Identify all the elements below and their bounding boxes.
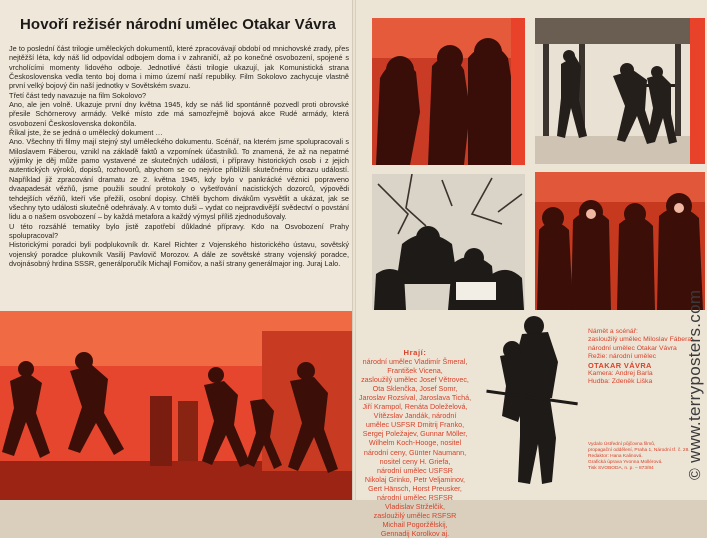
cast-line: Vladislav Strželčik, — [385, 501, 445, 511]
site-watermark — [686, 180, 704, 480]
article-question: Říkal jste, že se jedná o umělecký dokument … — [9, 128, 163, 138]
cast-line: Jiří Krampol, Renáta Doleželová, — [362, 402, 468, 412]
publisher-imprint — [588, 442, 692, 472]
crew-line: zasloužilý umělec Miloslav Fábera — [588, 336, 692, 344]
cast-line: František Vicena, — [387, 366, 443, 376]
cast-line: Gennadij Korolkov aj. — [380, 528, 450, 538]
imprint-line: Tisk SVOBODA, n. p. – 873/84 — [588, 465, 654, 471]
imprint-line: Vydalo Ústřední půjčovna filmů, — [588, 442, 656, 447]
article-question: Třetí část tedy navazuje na film Sokolovo? — [9, 90, 147, 100]
platform-execution-photo — [535, 18, 705, 164]
crew-line: Námět a scénář: — [588, 328, 638, 335]
soldiers-closeup-photo — [372, 18, 525, 165]
cast-line: zasloužilý umělec RSFSR — [373, 510, 457, 520]
article-paragraph: Ano, ale jen volně. Ukazuje první dny května 1945, kdy se náš lid spontánně pozvedl proti obrovské přesile Schörnerovy armády. Velké místo zde má samozřejmě bojová akce Rudé armády, která osvobození Československa dokončila. — [9, 100, 349, 128]
crew-line: Hudba: Zdeněk Liška — [588, 378, 653, 386]
article-paragraph: Ano. Všechny tři filmy mají stejný styl uměleckého dokumentu. Scénář, na kterém jsme spolupracovali s Miloslavem Fáberou, vznikl na základě faktů a vzpomínek účastníků. To znamená, že až na nepatrné výjimky je děj může pamo vystavené ze skutečných události, i přípravy historických osob i z jejich autentických výroků, dopisů, rozhovorů, abychom se co nejvíce přiblížili skutečnému obrazu událostí. Například již zpracování dramatu ze 2. května 1945, kdy bylo v pankrácké věznici popraveno dvaapadesát vězňů, jsme použili soudní protokoly o vyšetřování nacistických dozorců, výpovědi tehdejších vězňů, kteří vše přežili, osobní dopisy. Chtěli bychom divákům vysvětlit a ukázat, jak se všechny tyto události skutečně odehrávaly. A v tomto duši – vydat co nejpravdivější svědectví o povstání lidu a o našem osvobození – by každá metafora a každý výmysl příliš zjednodušovaly. — [9, 137, 349, 222]
interview-article — [9, 44, 349, 304]
cast-line: Vítězslav Jandák, národní — [373, 411, 457, 421]
cast-line: Sergej Poležajev, Gunnar Möller, — [362, 429, 468, 439]
crowd-rescue-photo — [372, 174, 525, 310]
interview-headline: Hovoří režisér národní umělec Otakar Vávra — [20, 16, 336, 33]
copyright-symbol: © — [687, 467, 704, 480]
soldiers-closeup-image — [372, 18, 525, 165]
article-paragraph: Historickými poradci byli podplukovník dr. Karel Richter z Vojenského historického ústavu, sovětský vojenský poradce plukovník Vasilij Pavlovič Morozov. A dále ze sovětské strany vojenský poradce, dvojnásobný hrdina SSSR, generálporučík Michajl Fomičov, a naší strany generálmajor ing. Juraj Lalo. — [9, 240, 349, 268]
cast-line: zasloužilý umělec Josef Větrovec, — [361, 375, 469, 385]
cast-line: národní umělec RSFSR — [377, 492, 453, 502]
crew-credits — [588, 328, 690, 387]
imprint-line: Redaktor: Hana Kalinová. — [588, 453, 643, 459]
crew-line: Kamera: Andrej Barla — [588, 370, 653, 378]
imprint-line: Grafická úprava Yvonna Mollérová. — [588, 459, 663, 465]
article-question: U této rozsáhlé tematiky bylo jistě zapotřebí důkladné přípravy. Kdo na Osvobození Prahy spolupracoval? — [9, 221, 349, 240]
article-paragraph: Je to poslední část trilogie uměleckých dokumentů, které zpracovávají období od mnichovské zrady, přes nejtěžší léta, kdy náš lid odpovídal odbojem doma i v zahraničí, až po konečné osvobození, spojené s vrcholícími momenty lidového odboje. Jednotlivé části trilogie ukazují, jak Komunistická strana Československa vedla tento boj doma i mimo území naší republiky. Film Sokolovo zachycuje vlastně první velký bojový čin naší jednotky v Sovětském svazu. — [9, 44, 349, 91]
cast-line: národní umělec USFSR — [377, 465, 453, 475]
cast-line: národní umělec Vladimír Šmeral, — [362, 357, 468, 367]
crowd-rescue-image — [372, 174, 525, 310]
red-accent-bar — [511, 18, 525, 165]
cast-line: Wilhelm Koch-Hooge, nositel — [368, 438, 462, 448]
soldier-cutout-image — [476, 310, 578, 490]
director-name: OTAKAR VÁVRA — [588, 360, 652, 370]
cast-line: Gert Hänsch, Horst Preusker, — [368, 483, 462, 493]
left-page — [0, 0, 352, 500]
cast-line: Ota Sklenčka, Josef Somr, — [372, 384, 458, 394]
cast-line: umělec USFSR Dmitrij Franko, — [365, 420, 465, 430]
cast-line: Nikolaj Grinko, Petr Veljaminov, — [364, 474, 466, 484]
imprint-line: propagační oddělení, Praha 1, Národní tř. č. 28. — [588, 447, 690, 453]
cast-credits — [352, 348, 478, 538]
women-cheering-photo — [535, 172, 705, 310]
cast-line: nositel ceny H. Griefa, — [379, 456, 451, 466]
crew-line: Režie: národní umělec — [588, 353, 657, 361]
street-fight-photo — [0, 311, 352, 500]
street-fight-image — [0, 311, 352, 500]
cast-line: národní ceny, Günter Naumann, — [363, 447, 467, 457]
cast-line: Jaroslav Rozsíval, Jaroslava Tichá, — [358, 393, 472, 403]
soldier-cutout-photo — [476, 310, 578, 490]
crew-line: národní umělec Otakar Vávra — [588, 344, 677, 352]
women-cheering-image — [535, 172, 705, 310]
cast-heading: Hrají: — [403, 348, 427, 357]
cast-line: Michail Pogoržělskij, — [382, 519, 448, 529]
watermark-text: www.terryposters.com — [685, 289, 704, 463]
red-accent-bar — [690, 18, 705, 164]
platform-execution-image — [535, 18, 705, 164]
